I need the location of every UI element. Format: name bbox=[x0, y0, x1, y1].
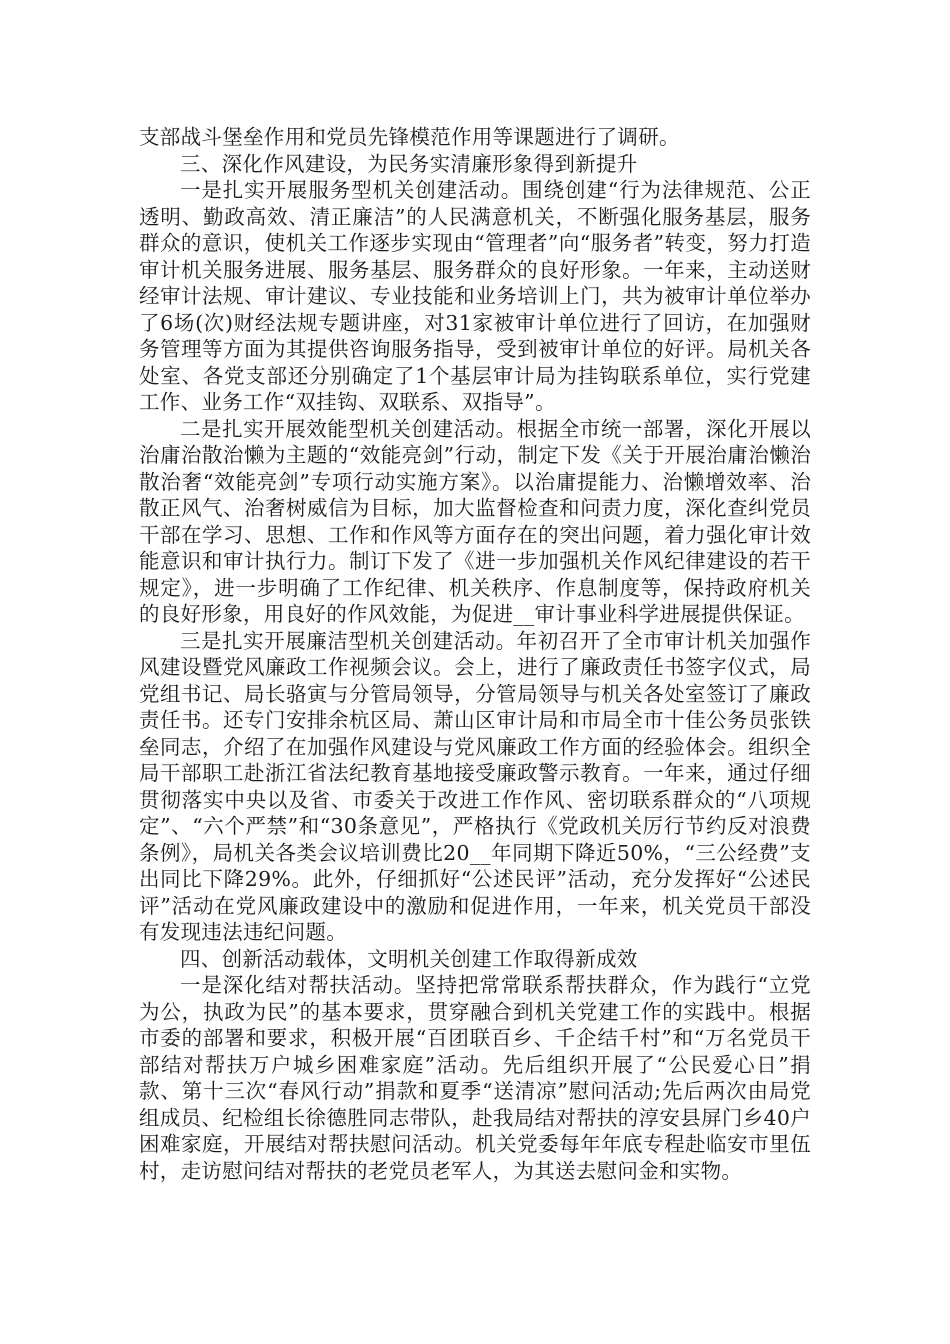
paragraph-clean-organ: 三是扎实开展廉洁型机关创建活动。年初召开了全市审计机关加强作风建设暨党风廉政工作视频会议。会上，进行了廉政责任书签字仪式，局党组书记、局长骆寅与分管局领导，分管局领导与机关各处室签订了廉政责任书。还专门安排余杭区局、萧山区审计局和市局全市十佳公务员张铁垒同志，介绍了在加强作风建设与党风廉政工作方面的经验体会。组织全局干部职工赴浙江省法纪教育基地接受廉政警示教育。一年来，通过仔细贯彻落实中央以及省、市委关于改进工作作风、密切联系群众的“八项规定”、“六个严禁”和“30条意见”，严格执行《党政机关厉行节约反对浪费条例》，局机关各类会议培训费比20__年同期下降近50%，“三公经费”支出同比下降29%。此外，仔细抓好“公述民评”活动，充分发挥好“公述民评”活动在党风廉政建设中的激励和促进作用，一年来，机关党员干部没有发现违法违纪问题。 bbox=[139, 628, 811, 944]
section-heading-4: 四、创新活动载体，文明机关创建工作取得新成效 bbox=[180, 946, 638, 971]
paragraph-paired-assistance: 一是深化结对帮扶活动。坚持把常常联系帮扶群众，作为践行“立党为公，执政为民”的基本要求，贯穿融合到机关党建工作的实践中。根据市委的部署和要求，积极开展“百团联百乡、千企结千村”和“万名党员干部结对帮扶万户城乡困难家庭”活动。先后组织开展了“公民爱心日”捐款、第十三次“春风行动”捐款和夏季“送清凉”慰问活动;先后两次由局党组成员、纪检组长徐德胜同志带队，赴我局结对帮扶的淳安县屏门乡40户困难家庭，开展结对帮扶慰问活动。机关党委每年年底专程赴临安市里伍村，走访慰问结对帮扶的老党员老军人，为其送去慰问金和实物。 bbox=[139, 973, 811, 1183]
paragraph-service-organ: 一是扎实开展服务型机关创建活动。围绕创建“行为法律规范、公正透明、勤政高效、清正廉洁”的人民满意机关，不断强化服务基层，服务群众的意识，使机关工作逐步实现由“管理者”向“服务者”转变，努力打造审计机关服务进展、服务基层、服务群众的良好形象。一年来，主动送财经审计法规、审计建议、专业技能和业务培训上门，共为被审计单位举办了6场(次)财经法规专题讲座，对31家被审计单位进行了回访，在加强财务管理等方面为其提供咨询服务指导，受到被审计单位的好评。局机关各处室、各党支部还分别确定了1个基层审计局为挂钩联系单位，实行党建工作、业务工作“双挂钩、双联系、双指导”。 bbox=[139, 178, 811, 414]
paragraph-efficiency-organ: 二是扎实开展效能型机关创建活动。根据全市统一部署，深化开展以治庸治散治懒为主题的“效能亮剑”行动，制定下发《关于开展治庸治懒治散治奢“效能亮剑”专项行动实施方案》。以治庸提能力、治懒增效率、治散正风气、治奢树威信为目标，加大监督检查和问责力度，深化查纠党员干部在学习、思想、工作和作风等方面存在的突出问题，着力强化审计效能意识和审计执行力。制订下发了《进一步加强机关作风纪律建设的若干规定》，进一步明确了工作纪律、机关秩序、作息制度等，保持政府机关的良好形象，用良好的作风效能，为促进__审计事业科学进展提供保证。 bbox=[139, 416, 811, 626]
document-body bbox=[139, 124, 811, 1184]
section-heading-3: 三、深化作风建设，为民务实清廉形象得到新提升 bbox=[180, 151, 638, 176]
paragraph-continuation: 支部战斗堡垒作用和党员先锋模范作用等课题进行了调研。 bbox=[139, 125, 680, 149]
